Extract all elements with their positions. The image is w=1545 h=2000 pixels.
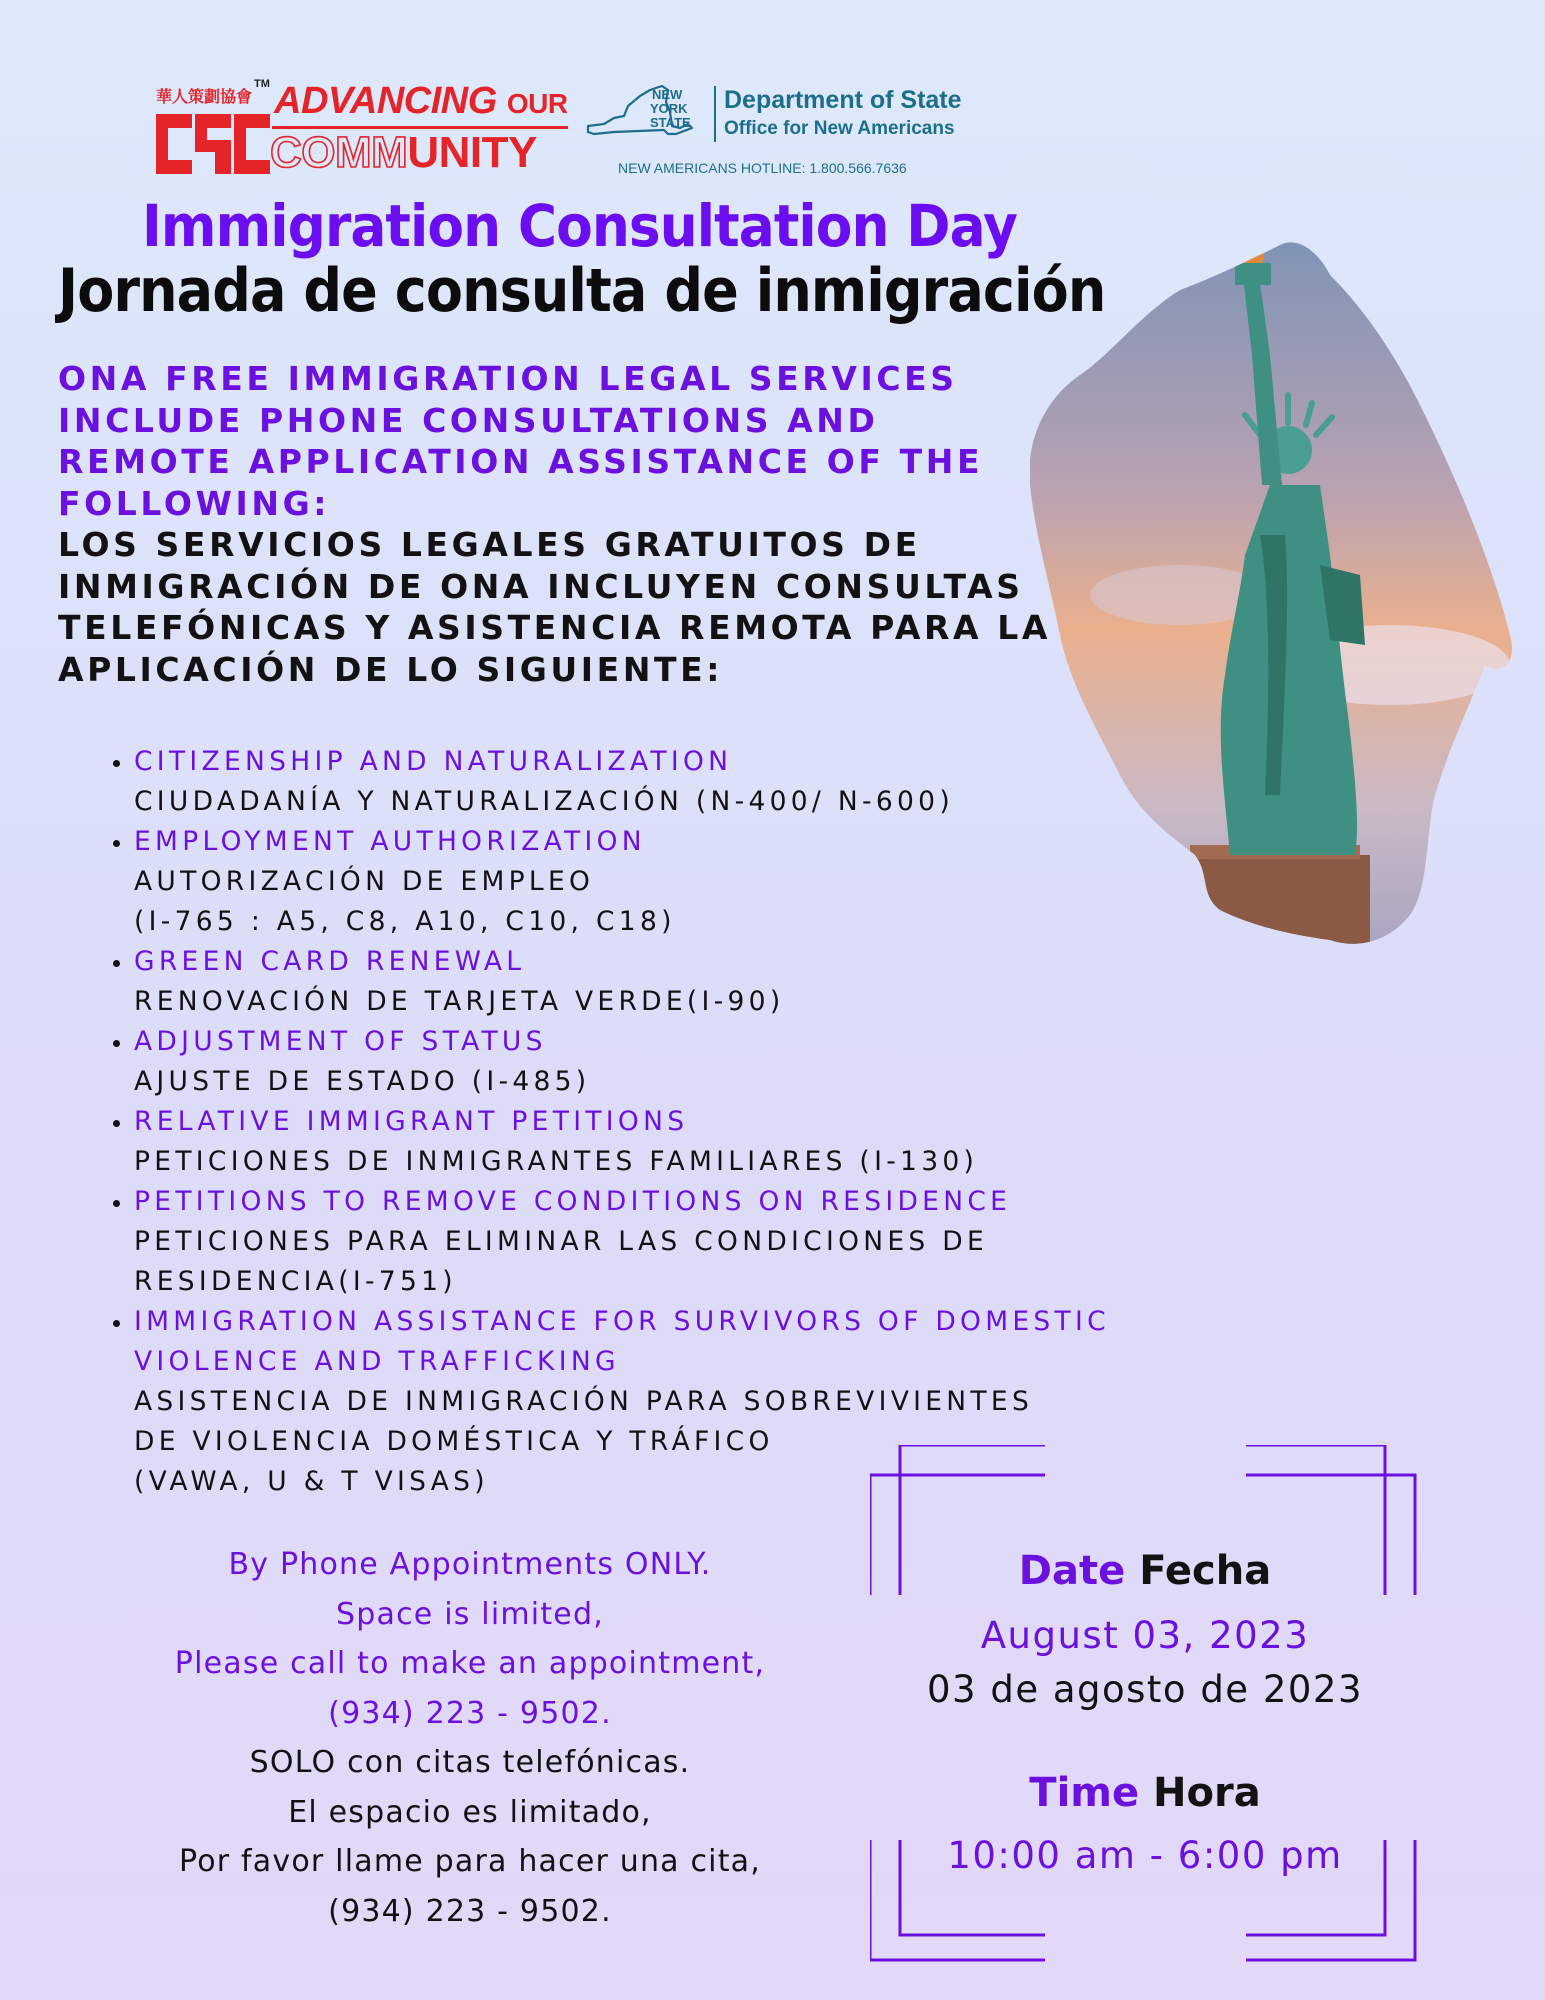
cpc-logo-chinese: 華人策劃協會 [156, 87, 253, 106]
service-name-spanish: RENOVACIÓN DE TARJETA VERDE(I-90) [134, 986, 785, 1017]
service-name-english: • EMPLOYMENT AUTHORIZATION [134, 826, 646, 857]
nys-new: NEW [652, 87, 683, 102]
date-label-english: Date [1018, 1548, 1126, 1594]
service-name-spanish: PETICIONES DE INMIGRANTES FAMILIARES (I-130) [134, 1146, 979, 1177]
service-name-spanish: AUTORIZACIÓN DE EMPLEO [134, 866, 595, 897]
service-name-english: • GREEN CARD RENEWAL [134, 946, 526, 977]
nys-state: STATE [650, 115, 691, 130]
service-name-spanish: CIUDADANÍA Y NATURALIZACIÓN (N-400/ N-600) [134, 786, 954, 817]
community-text [270, 128, 537, 178]
list-item [134, 742, 1284, 822]
our-word: OUR [506, 88, 568, 119]
service-name-spanish: PETICIONES PARA ELIMINAR LAS CONDICIONES DE [134, 1226, 988, 1257]
event-date-english: August 03, 2023 [980, 1614, 1310, 1657]
service-name-spanish-cont: DE VIOLENCIA DOMÉSTICA Y TRÁFICO [134, 1426, 774, 1457]
service-name-spanish: ASISTENCIA DE INMIGRACIÓN PARA SOBREVIVIENTES [134, 1386, 1034, 1417]
date-label-spanish: Fecha [1139, 1548, 1272, 1594]
intro-text-spanish: LOS SERVICIOS LEGALES GRATUITOS DE INMIGRACIÓN DE ONA INCLUYEN CONSULTAS TELEFÓNICAS Y ASISTENCIA REMOTA PARA LA APLICACIÓN DE LO SIGUIENTE: [58, 525, 1051, 689]
community-outline-part: COMM [270, 128, 408, 177]
appointment-phone-only-spanish: SOLO con citas telefónicas. [249, 1745, 691, 1780]
list-item [134, 942, 1284, 1022]
service-name-english: • CITIZENSHIP AND NATURALIZATION [134, 746, 733, 777]
appointment-call-instruction-spanish: Por favor llame para hacer una cita, [179, 1844, 761, 1879]
nys-wordmark [650, 88, 691, 130]
service-form-spanish: (I-765 : A5, C8, A10, C10, C18) [134, 906, 676, 937]
service-name-english: • ADJUSTMENT OF STATUS [134, 1026, 547, 1057]
appointment-phone-only: By Phone Appointments ONLY. [228, 1547, 712, 1582]
service-name-english: • RELATIVE IMMIGRANT PETITIONS [134, 1106, 689, 1137]
service-visa-types: (VAWA, U & T VISAS) [134, 1466, 489, 1497]
appointment-space-limited: Space is limited, [336, 1596, 604, 1632]
appointment-space-limited-spanish: El espacio es limitado, [288, 1794, 652, 1830]
list-item [134, 822, 1284, 942]
appointment-info [100, 1540, 840, 1936]
service-name-english: • PETITIONS TO REMOVE CONDITIONS ON RESIDENCE [134, 1186, 1012, 1217]
advancing-word: ADVANCING [274, 80, 497, 122]
office-new-americans-text: Office for New Americans [724, 118, 955, 139]
community-solid-part: UNITY [407, 128, 537, 177]
time-label-spanish: Hora [1153, 1770, 1261, 1816]
hotline-text: NEW AMERICANS HOTLINE: 1.800.566.7636 [618, 160, 907, 176]
list-item [134, 1102, 1284, 1182]
appointment-phone-number: (934) 223 - 9502. [328, 1695, 612, 1731]
trademark-mark: TM [254, 78, 270, 90]
advancing-our-text [274, 80, 568, 123]
page-title-spanish: Jornada de consulta de inmigración [58, 256, 1106, 326]
time-heading [880, 1770, 1410, 1816]
appointment-phone-number-spanish: (934) 223 - 9502. [328, 1893, 612, 1929]
department-of-state-text: Department of State [724, 86, 962, 114]
page-title-english: Immigration Consultation Day [142, 192, 1017, 260]
event-time: 10:00 am - 6:00 pm [947, 1834, 1343, 1877]
date-heading [880, 1548, 1410, 1594]
nys-divider [714, 86, 716, 142]
service-name-english-cont: VIOLENCE AND TRAFFICKING [134, 1346, 620, 1377]
cpc-logo [154, 80, 272, 178]
services-list [96, 742, 1284, 1502]
service-name-english: • IMMIGRATION ASSISTANCE FOR SURVIVORS OF DOMESTIC [134, 1306, 1110, 1337]
list-item [134, 1182, 1284, 1302]
service-name-spanish-cont: RESIDENCIA(I-751) [134, 1266, 457, 1297]
appointment-call-instruction: Please call to make an appointment, [174, 1646, 766, 1681]
list-item [134, 1022, 1284, 1102]
time-label-english: Time [1029, 1770, 1140, 1816]
intro-text-english: ONA FREE IMMIGRATION LEGAL SERVICES INCLUDE PHONE CONSULTATIONS AND REMOTE APPLICATION ASSISTANCE OF THE FOLLOWING: [58, 359, 984, 523]
nys-york: YORK [650, 101, 688, 116]
event-date-spanish: 03 de agosto de 2023 [926, 1668, 1363, 1711]
service-name-spanish: AJUSTE DE ESTADO (I-485) [134, 1066, 591, 1097]
